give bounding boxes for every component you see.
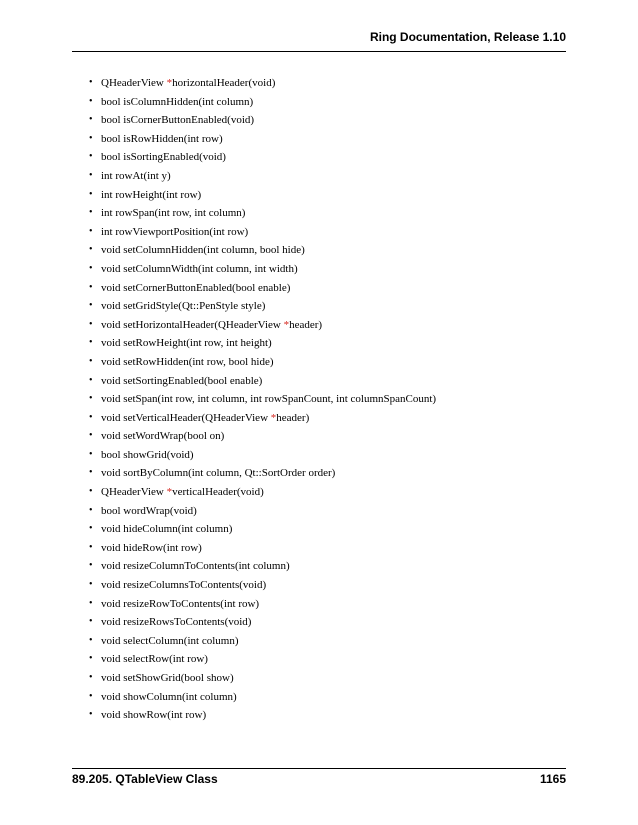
method-signature: void selectColumn(int column) bbox=[101, 634, 239, 647]
bullet-icon: • bbox=[89, 690, 93, 702]
bullet-icon: • bbox=[89, 207, 93, 219]
method-signature: void setSpan(int row, int column, int rowSpanCount, int columnSpanCount) bbox=[101, 393, 437, 406]
method-item bbox=[89, 464, 436, 483]
bullet-icon: • bbox=[89, 225, 93, 237]
bullet-icon: • bbox=[89, 634, 93, 646]
method-signature: void setRowHidden(int row, bool hide) bbox=[101, 355, 274, 368]
pointer-star: * bbox=[270, 411, 277, 424]
method-item bbox=[89, 669, 436, 688]
method-signature: void setCornerButtonEnabled(bool enable) bbox=[101, 281, 291, 294]
method-signature: int rowAt(int y) bbox=[101, 169, 171, 182]
bullet-icon: • bbox=[89, 448, 93, 460]
section-title: 89.205. QTableView Class bbox=[72, 772, 218, 786]
bullet-icon: • bbox=[89, 337, 93, 349]
method-signature: void selectRow(int row) bbox=[101, 653, 208, 666]
method-signature: void setColumnWidth(int column, int width) bbox=[101, 262, 298, 275]
method-item bbox=[89, 650, 436, 669]
method-item bbox=[89, 706, 436, 725]
bullet-icon: • bbox=[89, 114, 93, 126]
bullet-icon: • bbox=[89, 411, 93, 423]
method-signature-rest: header) bbox=[289, 318, 323, 331]
method-signature: int rowHeight(int row) bbox=[101, 188, 202, 201]
method-item bbox=[89, 260, 436, 279]
method-item bbox=[89, 334, 436, 353]
document-title: Ring Documentation, Release 1.10 bbox=[369, 30, 566, 44]
bullet-icon: • bbox=[89, 95, 93, 107]
pointer-star: * bbox=[166, 486, 173, 499]
bullet-icon: • bbox=[89, 523, 93, 535]
method-signature: void setWordWrap(bool on) bbox=[101, 430, 225, 443]
method-item bbox=[89, 241, 436, 260]
method-signature: bool isColumnHidden(int column) bbox=[101, 95, 254, 108]
method-signature: void hideRow(int row) bbox=[101, 541, 202, 554]
footer-rule bbox=[72, 768, 566, 769]
method-signature: void setGridStyle(Qt::PenStyle style) bbox=[101, 300, 266, 313]
method-item bbox=[89, 483, 436, 502]
method-item bbox=[89, 390, 436, 409]
method-signature: QHeaderView bbox=[101, 486, 167, 499]
method-item bbox=[89, 688, 436, 707]
method-item bbox=[89, 74, 436, 93]
method-item bbox=[89, 613, 436, 632]
method-signature: void sortByColumn(int column, Qt::SortOrder order) bbox=[101, 467, 336, 480]
method-item bbox=[89, 167, 436, 186]
method-signature: void showColumn(int column) bbox=[101, 690, 237, 703]
method-signature: void setSortingEnabled(bool enable) bbox=[101, 374, 263, 387]
method-item bbox=[89, 372, 436, 391]
bullet-icon: • bbox=[89, 355, 93, 367]
method-signature: void hideColumn(int column) bbox=[101, 523, 233, 536]
method-item bbox=[89, 93, 436, 112]
bullet-icon: • bbox=[89, 430, 93, 442]
method-item bbox=[89, 130, 436, 149]
bullet-icon: • bbox=[89, 672, 93, 683]
method-item bbox=[89, 595, 436, 614]
method-signature: void resizeRowToContents(int row) bbox=[101, 597, 260, 610]
bullet-icon: • bbox=[89, 318, 93, 330]
bullet-icon: • bbox=[89, 560, 93, 572]
method-signature: int rowSpan(int row, int column) bbox=[101, 207, 246, 220]
method-item bbox=[89, 446, 436, 465]
method-signature: bool isCornerButtonEnabled(void) bbox=[101, 114, 255, 127]
page-footer bbox=[72, 772, 566, 786]
page-number: 1165 bbox=[539, 772, 566, 786]
bullet-icon: • bbox=[89, 77, 93, 88]
method-item bbox=[89, 557, 436, 576]
bullet-icon: • bbox=[89, 281, 93, 293]
method-signature-rest: verticalHeader(void) bbox=[172, 486, 264, 499]
bullet-icon: • bbox=[89, 467, 93, 479]
method-signature: QHeaderView bbox=[101, 77, 167, 89]
method-item bbox=[89, 279, 436, 298]
method-signature: int rowViewportPosition(int row) bbox=[101, 225, 249, 238]
method-signature: bool isSortingEnabled(void) bbox=[101, 151, 226, 164]
method-item bbox=[89, 316, 436, 335]
bullet-icon: • bbox=[89, 579, 93, 591]
method-item bbox=[89, 111, 436, 130]
bullet-icon: • bbox=[89, 300, 93, 312]
bullet-icon: • bbox=[89, 709, 93, 721]
method-signature: bool showGrid(void) bbox=[101, 448, 194, 461]
bullet-icon: • bbox=[89, 169, 93, 181]
page-header bbox=[72, 30, 566, 44]
method-signature: void resizeColumnsToContents(void) bbox=[101, 579, 267, 592]
method-signature: void setShowGrid(bool show) bbox=[101, 672, 234, 684]
method-item bbox=[89, 539, 436, 558]
method-item bbox=[89, 186, 436, 205]
bullet-icon: • bbox=[89, 504, 93, 516]
bullet-icon: • bbox=[89, 597, 93, 609]
method-item bbox=[89, 576, 436, 595]
method-signature: void resizeRowsToContents(void) bbox=[101, 616, 252, 629]
method-signature-rest: header) bbox=[276, 411, 310, 424]
method-item bbox=[89, 520, 436, 539]
bullet-icon: • bbox=[89, 132, 93, 144]
bullet-icon: • bbox=[89, 374, 93, 386]
bullet-icon: • bbox=[89, 151, 93, 163]
method-item bbox=[89, 409, 436, 428]
pointer-star: * bbox=[283, 318, 290, 331]
method-item bbox=[89, 297, 436, 316]
method-item bbox=[89, 148, 436, 167]
method-item bbox=[89, 502, 436, 521]
method-item bbox=[89, 353, 436, 372]
method-signature: void setRowHeight(int row, int height) bbox=[101, 337, 272, 350]
bullet-icon: • bbox=[89, 262, 93, 274]
method-signature: void showRow(int row) bbox=[101, 709, 207, 722]
method-signature: void setColumnHidden(int column, bool hide) bbox=[101, 244, 305, 257]
bullet-icon: • bbox=[89, 188, 93, 200]
method-signature-rest: horizontalHeader(void) bbox=[172, 77, 276, 89]
bullet-icon: • bbox=[89, 486, 93, 498]
method-item bbox=[89, 632, 436, 651]
bullet-icon: • bbox=[89, 393, 93, 405]
bullet-icon: • bbox=[89, 541, 93, 553]
bullet-icon: • bbox=[89, 653, 93, 665]
bullet-icon: • bbox=[89, 244, 93, 256]
method-item bbox=[89, 223, 436, 242]
method-signature: void setHorizontalHeader(QHeaderView bbox=[101, 318, 284, 331]
method-item bbox=[89, 427, 436, 446]
method-list bbox=[89, 74, 436, 725]
method-signature: bool wordWrap(void) bbox=[101, 504, 197, 517]
method-signature: void resizeColumnToContents(int column) bbox=[101, 560, 290, 573]
header-rule bbox=[72, 51, 566, 52]
method-signature: bool isRowHidden(int row) bbox=[101, 132, 223, 145]
method-signature: void setVerticalHeader(QHeaderView bbox=[101, 411, 271, 424]
pointer-star: * bbox=[166, 77, 173, 89]
bullet-icon: • bbox=[89, 616, 93, 628]
method-item bbox=[89, 204, 436, 223]
